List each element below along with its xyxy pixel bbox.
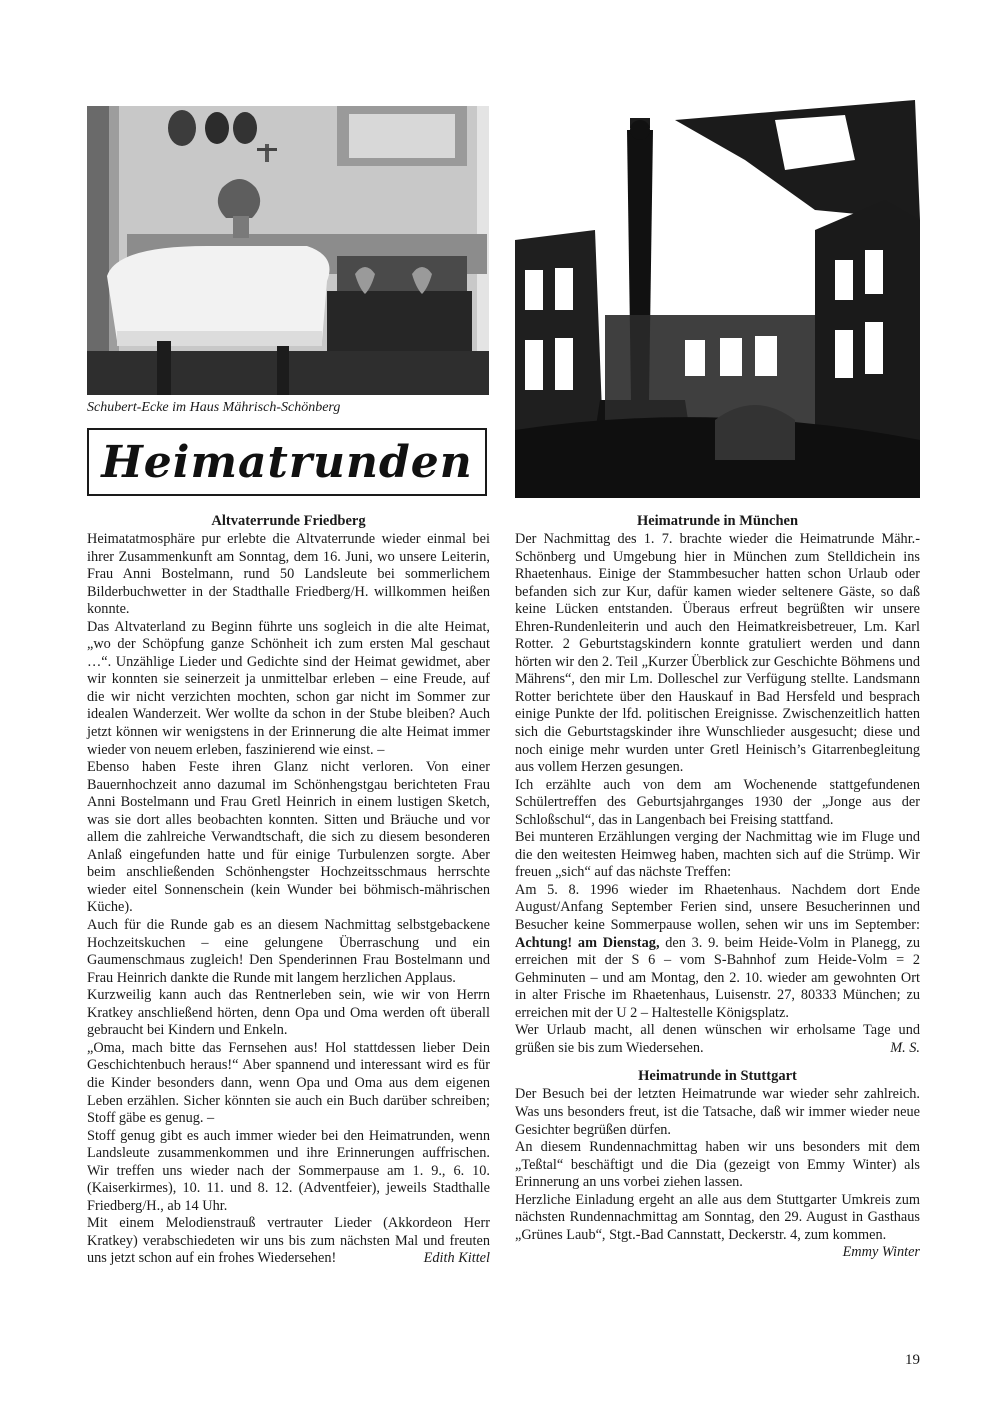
paragraph: Auch für die Runde gab es an diesem Nachmittag selbstgebackene Hochzeitskuchen – eine gelungene Überraschung und ein Gaumenschmaus zugleich! Den Spenderinnen Frau Bostelmann und Frau Heinrich dankte die Runde mit langem herzlichen Applaus.	[87, 917, 490, 986]
emphasis-text: Achtung! am Dienstag,	[515, 934, 660, 951]
paragraph: Der Nachmittag des 1. 7. brachte wieder die Heimatrunde Mähr.-Schönberg und Umgebung hier in München zum Stelldichein ins Rhaetenhaus. Einige der Stammbesucher hatten schon Urlaub oder befanden sich zur Kur, dafür kamen wieder seltenere Gäste, so daß keine Lücken entstanden. Überaus erfreut begrüßten wir unsere Ehren-Rundenleiterin und auch den Heimatkreisbetreuer, Lm. Karl Rotter. 2 Geburtstagskindern konnte gratuliert werden und dann hörten wir den 2. Teil „Kurzer Überblick zur Geschichte Böhmens und Mährens“, den mir Lm. Dolleschel zur Verfügung stellte. Landsmann Rotter berichtete über den Hauskauf in Bad Hersfeld und besprach einige Punkte der lfd. politischen Ereignisse. Zwischenzeitlich hatten sich die Geburtstagskinder ihre Wunschlieder ausgesucht; diese und noch einige mehr wurden unter Gretl Heinisch’s Gitarrenbegleitung aus vollem Herzen gesungen.	[515, 531, 920, 776]
paragraph: Das Altvaterland zu Beginn führte uns sogleich in die alte Heimat, „wo der Schöpfung ganze Schönheit ich zum ersten Mal geschaut …“. Unzählige Lieder und Gedichte sind der Heimat gewidmet, aber wir konnten sie seinerzeit ja unmittelbar erleben – eine Freude, auf die wir nicht verzichten mochten, schon gar nicht im Sommer zur idealen Wanderzeit. Wer wollte da schon in der Stube bleiben? Auch jetzt können wir wenigstens in der Erinnerung die alte Heimat immer wieder von neuem erleben, faszinierend wie einst. –	[87, 618, 490, 758]
paragraph	[515, 1191, 920, 1261]
section-title: Heimatrunden	[101, 436, 473, 488]
article-heading-muenchen: Heimatrunde in München	[636, 513, 799, 529]
paragraph-text: Wer Urlaub macht, all denen wünschen wir erholsame Tage und grüßen sie bis zum Wiedersehen.	[515, 1022, 920, 1056]
left-column	[87, 512, 490, 1268]
paragraph-text: den 3. 9. beim Heide-Volm in Planegg, zu erreichen mit der S 6 – vom S-Bahnhof zum Heide-Volm = 2 Gehminuten – und am Montag, den 2. 10. wieder am gewohnten Ort in alter Frische im Rhaetenhaus, Luisenstr. 27, 80333 München; zu erreichen mit der U 2 – Haltestelle Königsplatz.	[515, 934, 920, 1021]
photo-illustration	[87, 106, 489, 395]
sketch-illustration	[515, 100, 920, 498]
paragraph: Heimatatmosphäre pur erlebte die Altvaterrunde wieder einmal bei ihrer Zusammenkunft am Sonntag, dem 16. Juni, wo unsere Leiterin, Frau Anni Bostelmann, rund 50 Landsleute bei sommerlichem Bilderbuchwetter in der Stadthalle Friedberg/H. willkommen heißen konnte.	[87, 531, 490, 618]
paragraph: „Oma, mach bitte das Fernsehen aus! Hol stattdessen lieber Dein Geschichtenbuch heraus!“ Aber spannend und interessant wird es für die Kinder besonders dann, wenn Opa und Oma aus dem eigenen Leben erzählen. Sicher könnten sie auch ein Buch darüber schreiben; Stoff gäbe es genug. –	[87, 1039, 490, 1127]
paragraph: Bei munteren Erzählungen verging der Nachmittag wie im Fluge und die den weitesten Heimweg haben, machten sich auf die Strümp. Wir freuen „sich“ auf das nächste Treffen:	[515, 829, 920, 881]
paragraph: An diesem Rundennachmittag haben wir uns besonders mit dem „Teßtal“ beschäftigt und die Dia (gezeigt von Emmy Winter) als Erinnerung an uns vorbei ziehen lassen.	[515, 1139, 920, 1191]
article-heading-friedberg: Altvaterrunde Friedberg	[211, 513, 366, 529]
spacer	[515, 1057, 920, 1067]
town-square-sketch	[515, 100, 920, 498]
photo-caption: Schubert-Ecke im Haus Mährisch-Schönberg	[87, 400, 341, 415]
paragraph	[87, 1215, 490, 1268]
paragraph: Der Besuch bei der letzten Heimatrunde war wieder sehr zahlreich. Was uns besonders freut, ist die Tatsache, daß wir immer wieder neue Gesichter begrüßen dürfen.	[515, 1086, 920, 1138]
paragraph: Kurzweilig kann auch das Rentnerleben sein, wie wir von Herrn Kratkey anschließend hörten, denn Opa und Oma werden oft überall gebraucht bei Kindern und Enkeln.	[87, 987, 490, 1039]
paragraph-text: Herzliche Einladung ergeht an alle aus dem Stuttgarter Umkreis zum nächsten Rundennachmittag am Sonntag, den 29. August in Gasthaus „Grünes Laub“, Stgt.-Bad Cannstatt, Deckerstr. 4, zum kommen.	[515, 1191, 920, 1243]
author-signature: Emmy Winter	[842, 1244, 920, 1261]
paragraph: Ich erzählte auch von dem am Wochenende stattgefundenen Schülertreffen des Geburtsjahrganges 1930 der „Jonge aus der Schloßschul“, das in Langenbach bei Freising stattfand.	[515, 776, 920, 828]
section-title-box	[87, 428, 487, 496]
author-signature: Edith Kittel	[423, 1250, 490, 1267]
paragraph	[515, 882, 920, 1022]
paragraph	[515, 1022, 920, 1057]
author-signature: M. S.	[890, 1039, 920, 1056]
paragraph-text: Mit einem Melodienstrauß vertrauter Lieder (Akkordeon Herr Kratkey) verabschiedeten wir uns bis zum nächsten Mal und freuten uns jetzt schon auf ein frohes Wiedersehen!	[87, 1215, 490, 1267]
paragraph: Stoff genug gibt es auch immer wieder bei den Heimatrunden, wenn Landsleute zusammenkommen und ihre Erinnerungen auffrischen. Wir treffen uns wieder nach der Sommerpause am 1. 9., 6. 10. (Kaiserkirmes), 10. 11. und 8. 12. (Adventfeier), jeweils Stadthalle Friedberg/H., ab 14 Uhr.	[87, 1127, 490, 1214]
right-column	[515, 512, 920, 1262]
paragraph-text: Am 5. 8. 1996 wieder im Rhaetenhaus. Nachdem dort Ende August/Anfang September Ferien sind, unsere Besucherinnen und Besucher keine Sommerpause wollen, sehen wir uns im September:	[515, 881, 920, 934]
page-number: 19	[905, 1352, 920, 1368]
schubert-corner-photo	[87, 106, 489, 395]
article-heading-stuttgart: Heimatrunde in Stuttgart	[638, 1068, 797, 1085]
paragraph: Ebenso haben Feste ihren Glanz nicht verloren. Von einer Bauernhochzeit anno dazumal im Schönhengstgau berichteten Frau Anni Bostelmann und Frau Gretl Heinrich in einem lustigen Sketch, was sie dort alles beobachten konnten. Sitten und Bräuche und vor allem die zahlreiche Verwandtschaft, die sich zu diesem besonderen Anlaß eingefunden hatte und für einige Turbulenzen sorgte. Aber beim anschließenden Schönhengster Hochzeitsschmaus herrschte wieder eitel Sonnenschein (kein Wunder bei böhmisch-mährischen Küche).	[87, 759, 490, 916]
